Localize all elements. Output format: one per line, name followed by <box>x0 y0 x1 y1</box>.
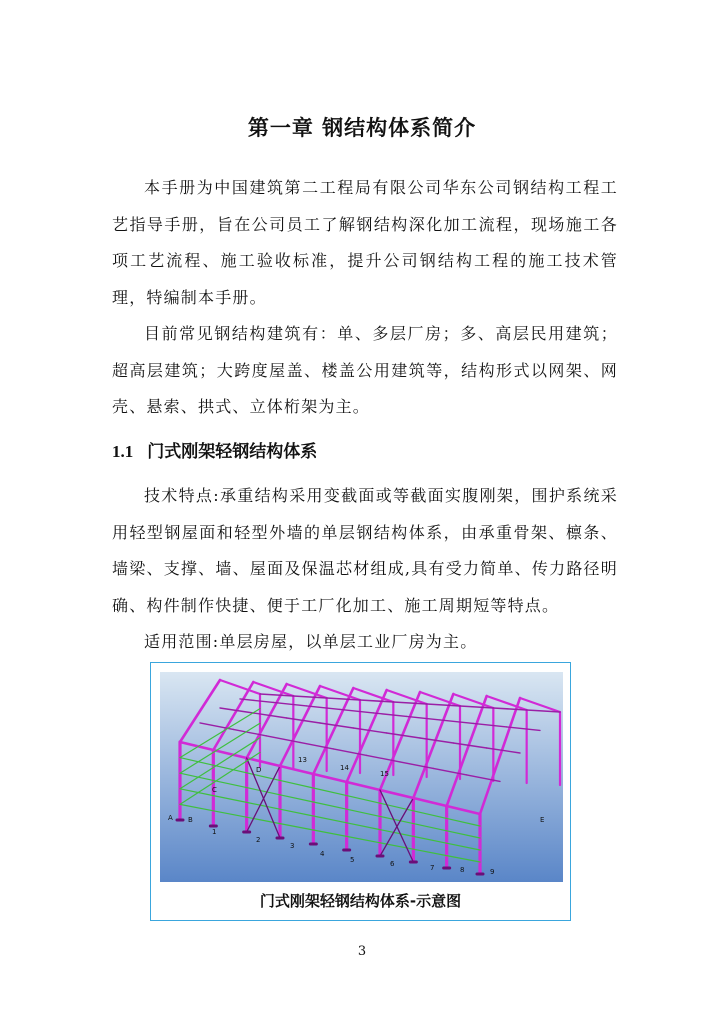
grid-label: C <box>212 786 217 794</box>
grid-label: E <box>540 816 545 824</box>
section-number: 1.1 <box>112 442 134 461</box>
grid-label: 1 <box>212 828 217 836</box>
grid-label: 14 <box>340 764 349 772</box>
steel-frame-drawing <box>160 672 563 882</box>
page-number: 3 <box>357 944 367 959</box>
grid-label: B <box>188 816 193 824</box>
figure-caption: 门式刚架轻钢结构体系-示意图 <box>259 892 462 910</box>
grid-label: 8 <box>460 866 465 874</box>
background-gradient <box>160 672 563 882</box>
steel-structure-rendering <box>160 672 563 882</box>
grid-label: 5 <box>350 856 355 864</box>
grid-label: 6 <box>390 860 395 868</box>
grid-label: 9 <box>490 868 495 876</box>
chapter-title: 第一章 钢结构体系简介 <box>247 116 477 140</box>
grid-label: 7 <box>430 864 435 872</box>
technical-features-paragraph: 技术特点:承重结构采用变截面或等截面实腹刚架，围护系统采用轻型钢屋面和轻型外墙的单层钢结构体系，由承重骨架、檩条、墙梁、支撑、墙、屋面及保温芯材组成,具有受力简单、传力路径明确、构件制作快捷、便于工厂化加工、施工周期短等特点。 <box>112 486 618 615</box>
grid-label: 13 <box>298 756 307 764</box>
common-buildings-paragraph: 目前常见钢结构建筑有：单、多层厂房；多、高层民用建筑；超高层建筑；大跨度屋盖、楼盖公用建筑等，结构形式以网架、网壳、悬索、拱式、立体桁架为主。 <box>112 324 618 416</box>
grid-label: 15 <box>380 770 389 778</box>
figure-frame <box>150 662 571 921</box>
grid-label: 2 <box>256 836 261 844</box>
scope-paragraph: 适用范围:单层房屋，以单层工业厂房为主。 <box>144 632 478 651</box>
intro-paragraph: 本手册为中国建筑第二工程局有限公司华东公司钢结构工程工艺指导手册，旨在公司员工了解钢结构深化加工流程，现场施工各项工艺流程、施工验收标准，提升公司钢结构工程的施工技术管理，特编制本手册。 <box>112 178 618 307</box>
grid-label: D <box>256 766 262 774</box>
section-title-text: 门式刚架轻钢结构体系 <box>147 442 318 462</box>
section-heading <box>112 437 317 462</box>
grid-label: 3 <box>290 842 295 850</box>
grid-label: 4 <box>320 850 325 858</box>
grid-label: A <box>168 814 173 822</box>
